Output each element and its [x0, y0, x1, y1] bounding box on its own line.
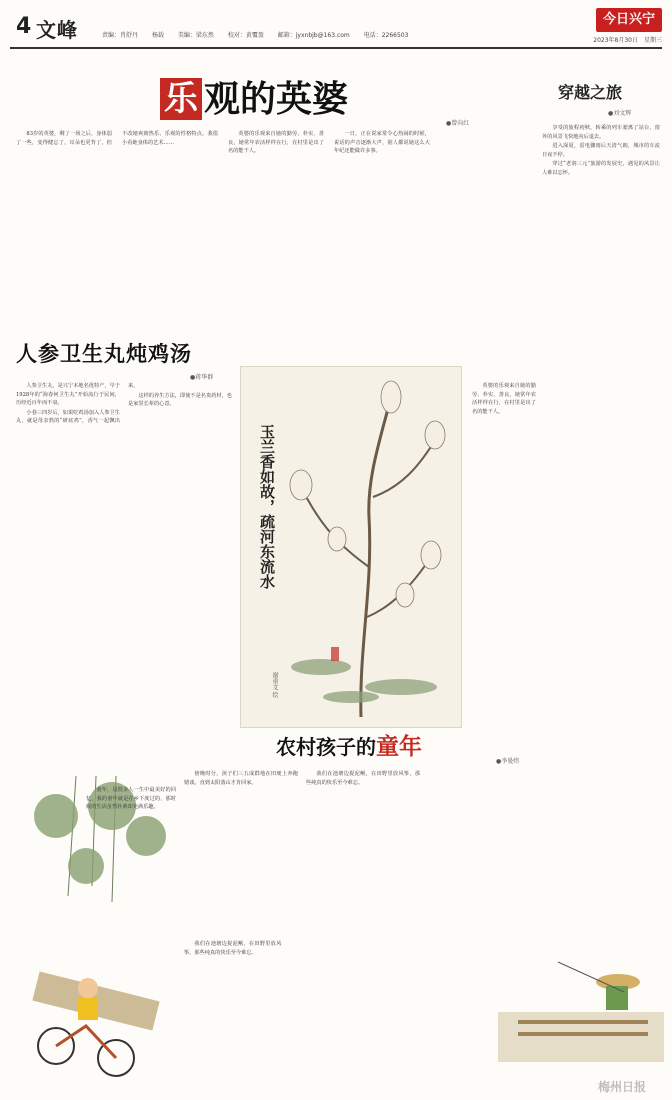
newspaper-watermark: 梅州日报 — [598, 1080, 647, 1094]
article-body-rural-childhood-cont — [184, 940, 492, 1096]
title-prefix: 农村孩子的 — [276, 735, 376, 759]
paragraph: 童年，是很多人一生中最美好的回忆，我的童年就是在乡下度过的，那时候的生活虽然朴素却充满乐趣。 — [86, 787, 176, 811]
article-title-journey: 穿越之旅 — [558, 83, 623, 102]
staff-item: 邮箱：jyxnbjb@163.com — [277, 32, 350, 39]
paragraph: 享受的旅程初秋，转乘的列车驶离了站台，窗外的风景飞快地向后退去。 — [542, 125, 660, 140]
staff-line — [102, 30, 420, 39]
paragraph: 傍晚时分，孩子们三五成群地在田埂上奔跑嬉戏，直到太阳落山才肯回家。 — [184, 771, 298, 786]
article-author: ●蒋华群 — [190, 374, 214, 381]
article-title-ginseng-soup: 人参卫生丸炖鸡汤 — [16, 341, 192, 366]
paragraph: 小巷三四岁后，如果吃鸡汤加入人参卫生丸，就是母亲熬的“研底鸡”，香气一起飘出来。 — [16, 383, 139, 425]
article-author: ●曾向红 — [446, 120, 470, 127]
painting-title: 玉兰香如故，疏河东流水 — [258, 424, 276, 589]
painting-credit: 谢重文 绘 — [271, 672, 278, 698]
title-rest: 观的英婆 — [204, 78, 349, 120]
fishing-child-illustration — [498, 942, 664, 1072]
issue-date: 2023年8月30日 星期三 — [593, 37, 662, 44]
paragraph: 我们在池塘边捉泥鳅，在田野里放风筝，那些纯真的快乐至今难忘。 — [306, 771, 420, 786]
article-author: ●李曼炜 — [496, 758, 520, 765]
article-body-rural-childhood — [184, 770, 664, 936]
title-highlight: 童年 — [376, 733, 422, 760]
paragraph: 这样的养生方法，即使不是名贵药材，也是家里长辈的心意。 — [128, 392, 232, 408]
paragraph: 穿过“老润三元”旅游的发展史，遇见的风景让人难以忘怀。 — [542, 161, 660, 176]
paragraph: 进入深夏，雷电骤雨后天清气朗，城市的车流日夜不停。 — [542, 143, 660, 158]
article-author: ●刘文辉 — [608, 110, 632, 117]
paragraph: 我们在池塘边捉泥鳅，在田野里放风筝，那些纯真的快乐至今难忘。 — [184, 941, 282, 956]
article-title-optimistic-grandma — [160, 78, 440, 124]
article-body-journey — [542, 124, 660, 720]
title-box-char: 乐 — [160, 78, 202, 120]
paragraph: 83岁的英婆，剩了一场之后，身体弱了一些，变得健忘了，耳朵也更背了，但不改她爽朗热乐、乐观的性格特点。我很小看她身体的艺术…… — [16, 131, 218, 146]
paragraph: 英婆的乐观来自她的勤劳、朴实、善良，她常年农活样样在行，在村里是出了名的能干人。 — [228, 131, 324, 155]
paragraph: 一日，正在说家常令心热闹的时候，说话的声音逐渐大声，别人都说她这么大年纪还能做许多事。 — [334, 131, 430, 155]
staff-item: 杨载 — [151, 32, 164, 39]
staff-item: 美编：梁东然 — [177, 32, 214, 39]
paragraph: 英婆的乐观来自她的勤劳、朴实、善良，她常年农活样样在行，在村里是出了名的能干人。 — [472, 383, 536, 415]
child-fishing-on-dock-icon — [498, 942, 664, 1072]
staff-item: 校对：黄覆盈 — [227, 32, 264, 39]
newspaper-logo: 今日兴宁 — [596, 8, 662, 32]
page-header — [10, 8, 662, 46]
article-body-childhood-intro — [86, 786, 176, 886]
section-name: 文峰 — [36, 18, 78, 42]
article-body-optimistic-grandma — [16, 130, 536, 322]
paragraph: 人参卫生丸，是兴宁本地名优特产，早于1928年的“海春何卫生丸”开始流行于民间，历经近百年而不衰。 — [16, 383, 120, 407]
article-title-rural-childhood — [276, 728, 422, 761]
article-body-ginseng-soup — [16, 382, 232, 710]
staff-item: 电话：2266503 — [363, 32, 409, 39]
page-number: 4 — [16, 14, 32, 39]
staff-item: 责编：肖舒丹 — [102, 32, 139, 39]
header-rule — [10, 47, 662, 49]
article-body-mid-column — [472, 382, 536, 710]
